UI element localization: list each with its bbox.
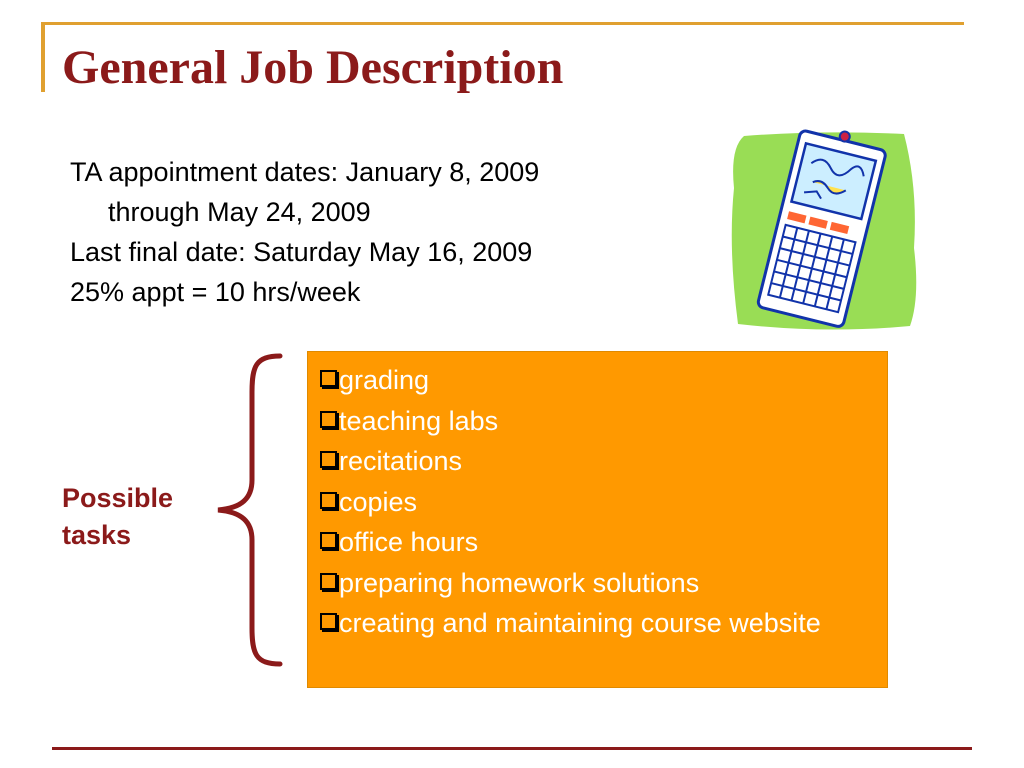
possible-tasks-label xyxy=(62,480,173,554)
appointment-info xyxy=(70,152,710,312)
task-item xyxy=(320,563,877,604)
calculator-clipart-icon xyxy=(726,128,920,332)
appointment-dates-continued: through May 24, 2009 xyxy=(108,197,371,227)
checkbox-bullet-icon xyxy=(320,573,337,590)
checkbox-bullet-icon xyxy=(320,411,337,428)
task-label: recitations xyxy=(339,446,463,476)
task-label: office hours xyxy=(339,527,479,557)
task-list xyxy=(320,360,877,644)
last-final-date-line: Last final date: Saturday May 16, 2009 xyxy=(70,237,533,267)
left-accent-line xyxy=(41,24,45,92)
curly-brace-icon xyxy=(212,352,292,668)
task-item xyxy=(320,441,877,482)
task-label: copies xyxy=(339,486,418,517)
appointment-dates-line: TA appointment dates: January 8, 2009 xyxy=(70,157,540,187)
top-accent-line xyxy=(41,22,964,25)
task-label: grading xyxy=(339,365,430,395)
checkbox-bullet-icon xyxy=(320,451,337,468)
task-item xyxy=(320,401,877,442)
checkbox-bullet-icon xyxy=(320,613,337,630)
checkbox-bullet-icon xyxy=(320,370,337,387)
task-label: creating and maintaining course website xyxy=(339,608,821,638)
task-label: preparing homework solutions xyxy=(339,567,700,598)
checkbox-bullet-icon xyxy=(320,532,337,549)
task-label: teaching labs xyxy=(339,405,499,436)
possible-tasks-label-line2: tasks xyxy=(62,520,132,550)
appointment-hours-line: 25% appt = 10 hrs/week xyxy=(70,277,361,307)
possible-tasks-box xyxy=(307,351,888,688)
task-item xyxy=(320,360,877,401)
task-item xyxy=(320,603,877,644)
task-item xyxy=(320,522,877,563)
footer-divider xyxy=(52,747,972,750)
possible-tasks-label-line1: Possible xyxy=(62,483,174,513)
slide-title: General Job Description xyxy=(62,41,564,94)
task-item xyxy=(320,482,877,523)
checkbox-bullet-icon xyxy=(320,492,337,509)
